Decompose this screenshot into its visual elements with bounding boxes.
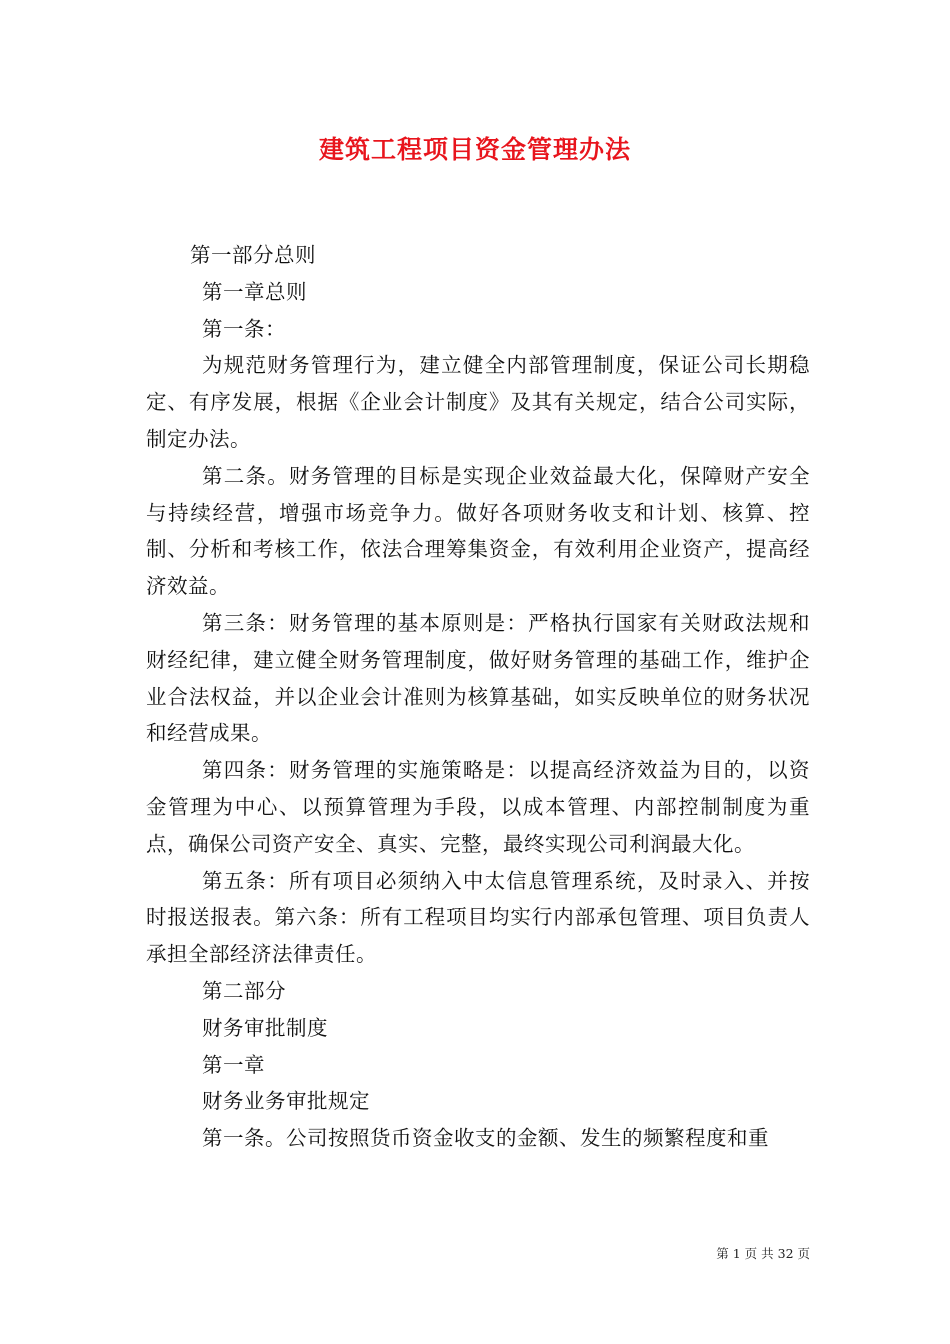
page-number: 第 1 页 共 32 页: [716, 1246, 810, 1261]
part-subheading: 财务审批制度: [202, 1015, 328, 1040]
chapter-heading: 第一章总则: [202, 279, 307, 304]
part-heading: 第一部分总则: [190, 243, 316, 267]
paragraph: 第四条：财务管理的实施策略是：以提高经济效益为目的，以资金管理为中心、以预算管理为手段，以成本管理、内部控制制度为重点，确保公司资产安全、真实、完整，最终实现公司利润最大化。: [146, 758, 810, 856]
document-title: 建筑工程项目资金管理办法: [318, 135, 631, 164]
paragraph: 为规范财务管理行为，建立健全内部管理制度，保证公司长期稳定、有序发展，根据《企业会计制度》及其有关规定，结合公司实际，制定办法。: [146, 353, 810, 451]
paragraph: 第五条：所有项目必须纳入中太信息管理系统，及时录入、并按时报送报表。第六条：所有工程项目均实行内部承包管理、项目负责人承担全部经济法律责任。: [146, 868, 810, 967]
paragraph: 第一条。公司按照货币资金收支的金额、发生的频繁程度和重: [202, 1126, 769, 1151]
article-heading: 第一条：: [202, 316, 286, 341]
paragraph: 第三条：财务管理的基本原则是：严格执行国家有关财政法规和财经纪律，建立健全财务管理制度，做好财务管理的基础工作，维护企业合法权益，并以企业会计准则为核算基础，如实反映单位的财务状况和经营成果。: [146, 610, 810, 746]
chapter-subheading: 财务业务审批规定: [202, 1089, 370, 1114]
paragraph: 第二条。财务管理的目标是实现企业效益最大化，保障财产安全与持续经营，增强市场竞争力。做好各项财务收支和计划、核算、控制、分析和考核工作，依法合理筹集资金，有效利用企业资产，提高经济效益。: [146, 463, 810, 599]
document-body: [146, 237, 810, 1157]
part-heading: 第二部分: [202, 978, 286, 1003]
chapter-heading: 第一章: [202, 1052, 265, 1077]
